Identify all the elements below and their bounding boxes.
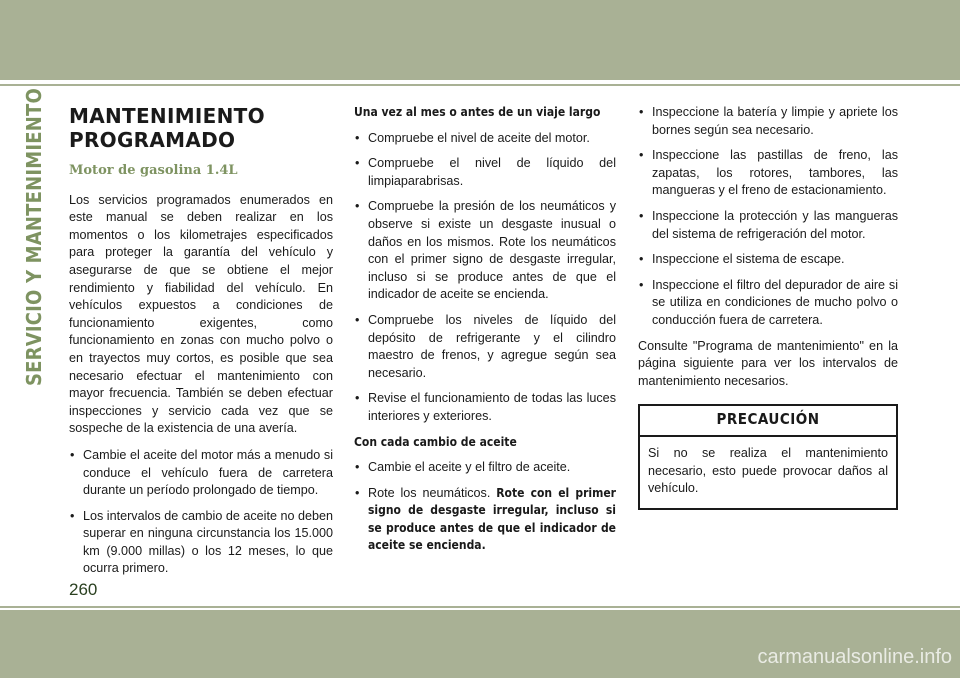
top-color-band: [0, 0, 960, 80]
column-right: [638, 104, 898, 510]
bottom-rule: [0, 606, 960, 608]
list-item: • Compruebe el nivel de líquido del limpiaparabrisas.: [354, 155, 616, 190]
list-item-bold-text: Rote con el primer signo de desgaste irregular, incluso si se produce antes de que el indicador de aceite se encienda.: [368, 485, 616, 553]
list-item: • Cambie el aceite del motor más a menudo si conduce el vehículo fuera de carretera durante un período prolongado de tiempo.: [69, 447, 333, 500]
inspection-list: [638, 104, 898, 330]
list-item: • Compruebe el nivel de aceite del motor.: [354, 130, 616, 148]
list-item: • Compruebe la presión de los neumáticos y observe si existe un desgaste inusual o daños en los mismos. Rote los neumáticos con el primer signo de desgaste irregular, incluso si se produce antes de que el indicador de aceite se encienda.: [354, 198, 616, 304]
oil-change-heading: Con cada cambio de aceite: [354, 434, 517, 449]
page-title: [69, 104, 333, 152]
intro-paragraph: Los servicios programados enumerados en este manual se deben realizar en los momentos o los kilometrajes especificados para proteger la garantía del vehículo y asegurarse de que se obtiene el mejor rendimiento y fiabilidad del vehículo. En vehículos expuestos a condiciones de funcionamiento exigentes, como funcionamiento en zonas con mucho polvo o en trayectos muy cortos, es posible que sea necesario efectuar el mantenimiento con mayor frecuencia. También se deben efectuar inspecciones y servicio cada vez que se sospeche de la existencia de una avería.: [69, 192, 333, 436]
column-middle: [354, 104, 616, 563]
section-side-label: [20, 88, 50, 386]
monthly-heading: Una vez al mes o antes de un viaje largo: [354, 105, 601, 119]
list-item: • Inspeccione la protección y las mangueras del sistema de refrigeración del motor.: [638, 208, 898, 243]
list-item: • Revise el funcionamiento de todas las luces interiores y exteriores.: [354, 390, 616, 425]
list-item-text: Rote los neumáticos.: [368, 485, 491, 500]
page-number: 260: [69, 580, 98, 599]
list-item: • Inspeccione el filtro del depurador de aire si se utiliza en condiciones de mucho polvo o conducción fuera de carretera.: [638, 277, 898, 330]
side-label-text: SERVICIO Y MANTENIMIENTO: [22, 88, 46, 386]
list-item: [354, 485, 616, 555]
caution-box: [638, 404, 898, 509]
consult-paragraph: Consulte "Programa de mantenimiento" en la página siguiente para ver los intervalos de mantenimiento necesarios.: [638, 338, 898, 388]
left-bullet-list: [69, 447, 333, 578]
list-item: • Inspeccione la batería y limpie y apriete los bornes según sea necesario.: [638, 104, 898, 139]
list-item: • Inspeccione el sistema de escape.: [638, 251, 898, 269]
list-item: • Compruebe los niveles de líquido del depósito de refrigerante y el cilindro maestro de frenos, y agregue según sea necesario.: [354, 312, 616, 382]
column-left: [69, 104, 333, 586]
top-rule: [0, 84, 960, 86]
caution-title: PRECAUCIÓN: [640, 406, 896, 437]
title-line-1: MANTENIMIENTO: [69, 104, 265, 128]
oil-change-list: [354, 459, 616, 555]
title-line-2: PROGRAMADO: [69, 128, 236, 152]
list-item: • Los intervalos de cambio de aceite no deben superar en ninguna circunstancia los 15.000 km (9.000 millas) o los 12 meses, lo que ocurra primero.: [69, 508, 333, 578]
subtitle: Motor de gasolina 1.4L: [69, 163, 238, 178]
list-item: • Cambie el aceite y el filtro de aceite.: [354, 459, 616, 477]
monthly-list: [354, 130, 616, 426]
caution-body: Si no se realiza el mantenimiento necesario, esto puede provocar daños al vehículo.: [648, 445, 888, 496]
list-item: • Inspeccione las pastillas de freno, las zapatas, los rotores, tambores, las mangueras y el freno de estacionamiento.: [638, 147, 898, 200]
watermark: carmanualsonline.info: [757, 646, 952, 668]
